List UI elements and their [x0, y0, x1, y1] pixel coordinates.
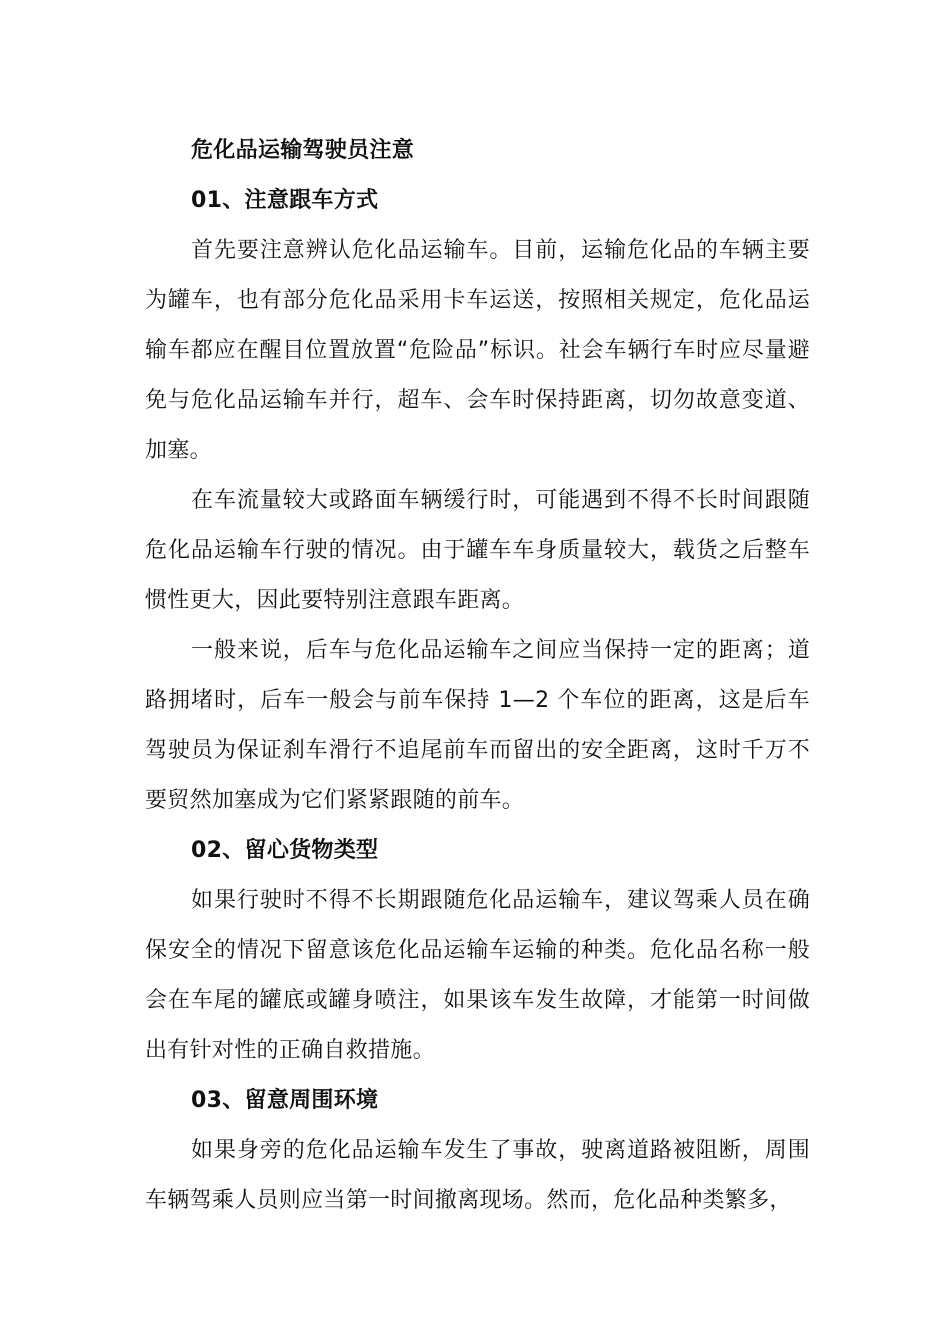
- document-title: 危化品运输驾驶员注意: [191, 138, 415, 163]
- paragraph: 首先要注意辨认危化品运输车。目前，运输危化品的车辆主要为罐车，也有部分危化品采用卡车运送，按照相关规定，危化品运输车都应在醒目位置放置“危险品”标识。社会车辆行车时应尽量避免与危化品运输车并行，超车、会车时保持距离，切勿故意变道、加塞。: [145, 238, 810, 463]
- paragraph: 如果行驶时不得不长期跟随危化品运输车，建议驾乘人员在确保安全的情况下留意该危化品运输车运输的种类。危化品名称一般会在车尾的罐底或罐身喷注，如果该车发生故障，才能第一时间做出有针对性的正确自救措施。: [145, 888, 810, 1063]
- paragraph: 一般来说，后车与危化品运输车之间应当保持一定的距离；道路拥堵时，后车一般会与前车保持 1—2 个车位的距离，这是后车驾驶员为保证刹车滑行不追尾前车而留出的安全距离，这时千万不要贸然加塞成为它们紧紧跟随的前车。: [145, 638, 810, 813]
- document-body: [145, 126, 810, 1226]
- section-heading-3: 03、留意周围环境: [191, 1088, 379, 1113]
- section-heading-2: 02、留心货物类型: [191, 838, 379, 863]
- section-heading-1: 01、注意跟车方式: [191, 188, 379, 213]
- paragraph: 如果身旁的危化品运输车发生了事故，驶离道路被阻断，周围车辆驾乘人员则应当第一时间撤离现场。然而，危化品种类繁多，: [145, 1138, 810, 1213]
- paragraph: 在车流量较大或路面车辆缓行时，可能遇到不得不长时间跟随危化品运输车行驶的情况。由于罐车车身质量较大，载货之后整车惯性更大，因此要特别注意跟车距离。: [145, 488, 810, 613]
